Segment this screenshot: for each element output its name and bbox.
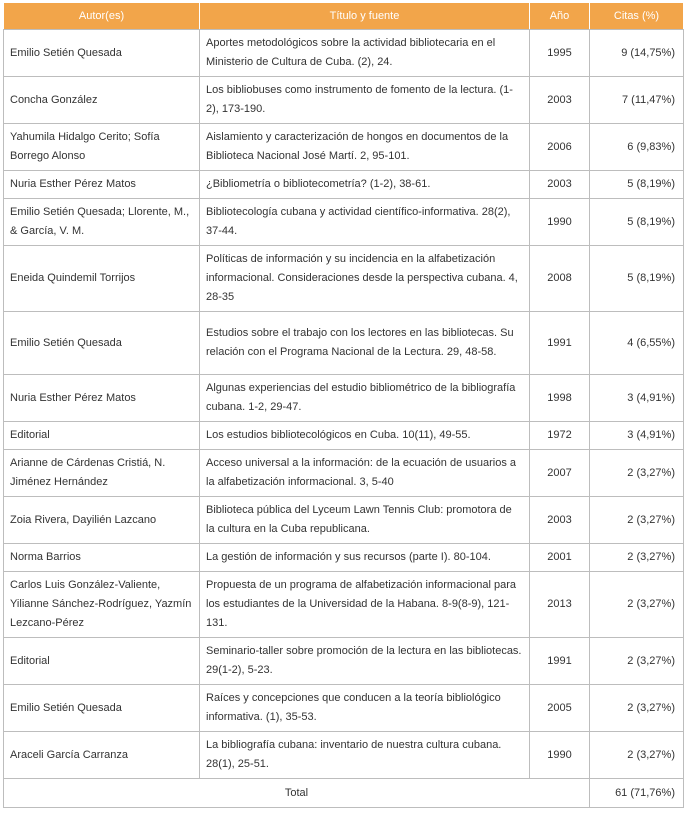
cell-titulo: Los estudios bibliotecológicos en Cuba. 10(11), 49-55.: [200, 422, 530, 450]
table-row: [4, 312, 684, 375]
cell-anio: 2013: [530, 572, 590, 638]
table-row: [4, 572, 684, 638]
cell-autor: Nuria Esther Pérez Matos: [4, 375, 200, 422]
header-autor: Autor(es): [4, 3, 200, 30]
cell-autor: Editorial: [4, 638, 200, 685]
cell-titulo: Biblioteca pública del Lyceum Lawn Tennis Club: promotora de la cultura en la Cuba republicana.: [200, 497, 530, 544]
cell-anio: 2006: [530, 124, 590, 171]
table-header-row: [4, 3, 684, 30]
cell-anio: 1991: [530, 638, 590, 685]
table-row: [4, 77, 684, 124]
cell-anio: 1990: [530, 199, 590, 246]
cell-citas: 2 (3,27%): [590, 685, 684, 732]
cell-anio: 2008: [530, 246, 590, 312]
cell-citas: 3 (4,91%): [590, 422, 684, 450]
cell-autor: Editorial: [4, 422, 200, 450]
cell-autor: Emilio Setién Quesada: [4, 685, 200, 732]
table-row: [4, 638, 684, 685]
cell-anio: 1990: [530, 732, 590, 779]
table-row: [4, 685, 684, 732]
cell-citas: 5 (8,19%): [590, 171, 684, 199]
citations-table: [3, 2, 684, 808]
cell-citas: 2 (3,27%): [590, 732, 684, 779]
cell-titulo: Seminario-taller sobre promoción de la lectura en las bibliotecas. 29(1-2), 5-23.: [200, 638, 530, 685]
cell-citas: 4 (6,55%): [590, 312, 684, 375]
cell-citas: 5 (8,19%): [590, 246, 684, 312]
cell-autor: Araceli García Carranza: [4, 732, 200, 779]
table-row: [4, 246, 684, 312]
cell-anio: 2001: [530, 544, 590, 572]
cell-anio: 2007: [530, 450, 590, 497]
cell-titulo: Aislamiento y caracterización de hongos en documentos de la Biblioteca Nacional José Martí. 2, 95-101.: [200, 124, 530, 171]
cell-anio: 2003: [530, 497, 590, 544]
total-label: Total: [4, 779, 590, 808]
cell-citas: 9 (14,75%): [590, 30, 684, 77]
total-row: [4, 779, 684, 808]
table-row: [4, 450, 684, 497]
cell-autor: Emilio Setién Quesada: [4, 312, 200, 375]
cell-autor: Emilio Setién Quesada; Llorente, M., & García, V. M.: [4, 199, 200, 246]
cell-autor: Nuria Esther Pérez Matos: [4, 171, 200, 199]
cell-anio: 1998: [530, 375, 590, 422]
cell-titulo: Los bibliobuses como instrumento de fomento de la lectura. (1-2), 173-190.: [200, 77, 530, 124]
cell-titulo: Algunas experiencias del estudio bibliométrico de la bibliografía cubana. 1-2, 29-47.: [200, 375, 530, 422]
cell-titulo: Aportes metodológicos sobre la actividad bibliotecaria en el Ministerio de Cultura de Cuba. (2), 24.: [200, 30, 530, 77]
cell-autor: Concha González: [4, 77, 200, 124]
cell-anio: 1991: [530, 312, 590, 375]
cell-citas: 2 (3,27%): [590, 572, 684, 638]
cell-titulo: Acceso universal a la información: de la ecuación de usuarios a la alfabetización informacional. 3, 5-40: [200, 450, 530, 497]
citations-table-container: [3, 2, 684, 808]
cell-anio: 2003: [530, 77, 590, 124]
cell-citas: 6 (9,83%): [590, 124, 684, 171]
table-row: [4, 124, 684, 171]
table-row: [4, 422, 684, 450]
cell-anio: 1995: [530, 30, 590, 77]
cell-autor: Emilio Setién Quesada: [4, 30, 200, 77]
header-anio: Año: [530, 3, 590, 30]
cell-titulo: Políticas de información y su incidencia en la alfabetización informacional. Consideraciones desde la perspectiva cubana. 4, 28-35: [200, 246, 530, 312]
total-citas: 61 (71,76%): [590, 779, 684, 808]
cell-citas: 2 (3,27%): [590, 497, 684, 544]
cell-citas: 5 (8,19%): [590, 199, 684, 246]
cell-citas: 7 (11,47%): [590, 77, 684, 124]
cell-autor: Yahumila Hidalgo Cerito; Sofía Borrego Alonso: [4, 124, 200, 171]
table-row: [4, 732, 684, 779]
table-row: [4, 171, 684, 199]
header-titulo: Título y fuente: [200, 3, 530, 30]
table-row: [4, 199, 684, 246]
cell-titulo: Raíces y concepciones que conducen a la teoría bibliológico informativa. (1), 35-53.: [200, 685, 530, 732]
cell-citas: 2 (3,27%): [590, 450, 684, 497]
cell-autor: Norma Barrios: [4, 544, 200, 572]
cell-titulo: Estudios sobre el trabajo con los lectores en las bibliotecas. Su relación con el Programa Nacional de la Lectura. 29, 48-58.: [200, 312, 530, 375]
table-row: [4, 544, 684, 572]
cell-autor: Zoia Rivera, Dayilién Lazcano: [4, 497, 200, 544]
header-citas: Citas (%): [590, 3, 684, 30]
cell-anio: 1972: [530, 422, 590, 450]
cell-citas: 2 (3,27%): [590, 544, 684, 572]
cell-autor: Arianne de Cárdenas Cristiá, N. Jiménez Hernández: [4, 450, 200, 497]
cell-autor: Eneida Quindemil Torrijos: [4, 246, 200, 312]
table-row: [4, 375, 684, 422]
table-row: [4, 30, 684, 77]
cell-anio: 2005: [530, 685, 590, 732]
cell-titulo: Bibliotecología cubana y actividad científico-informativa. 28(2), 37-44.: [200, 199, 530, 246]
cell-titulo: Propuesta de un programa de alfabetización informacional para los estudiantes de la Universidad de la Habana. 8-9(8-9), 121-131.: [200, 572, 530, 638]
table-row: [4, 497, 684, 544]
cell-anio: 2003: [530, 171, 590, 199]
cell-autor: Carlos Luis González-Valiente, Yilianne Sánchez-Rodríguez, Yazmín Lezcano-Pérez: [4, 572, 200, 638]
cell-titulo: ¿Bibliometría o bibliotecometría? (1-2), 38-61.: [200, 171, 530, 199]
cell-titulo: La bibliografía cubana: inventario de nuestra cultura cubana. 28(1), 25-51.: [200, 732, 530, 779]
cell-titulo: La gestión de información y sus recursos (parte I). 80-104.: [200, 544, 530, 572]
cell-citas: 3 (4,91%): [590, 375, 684, 422]
cell-citas: 2 (3,27%): [590, 638, 684, 685]
